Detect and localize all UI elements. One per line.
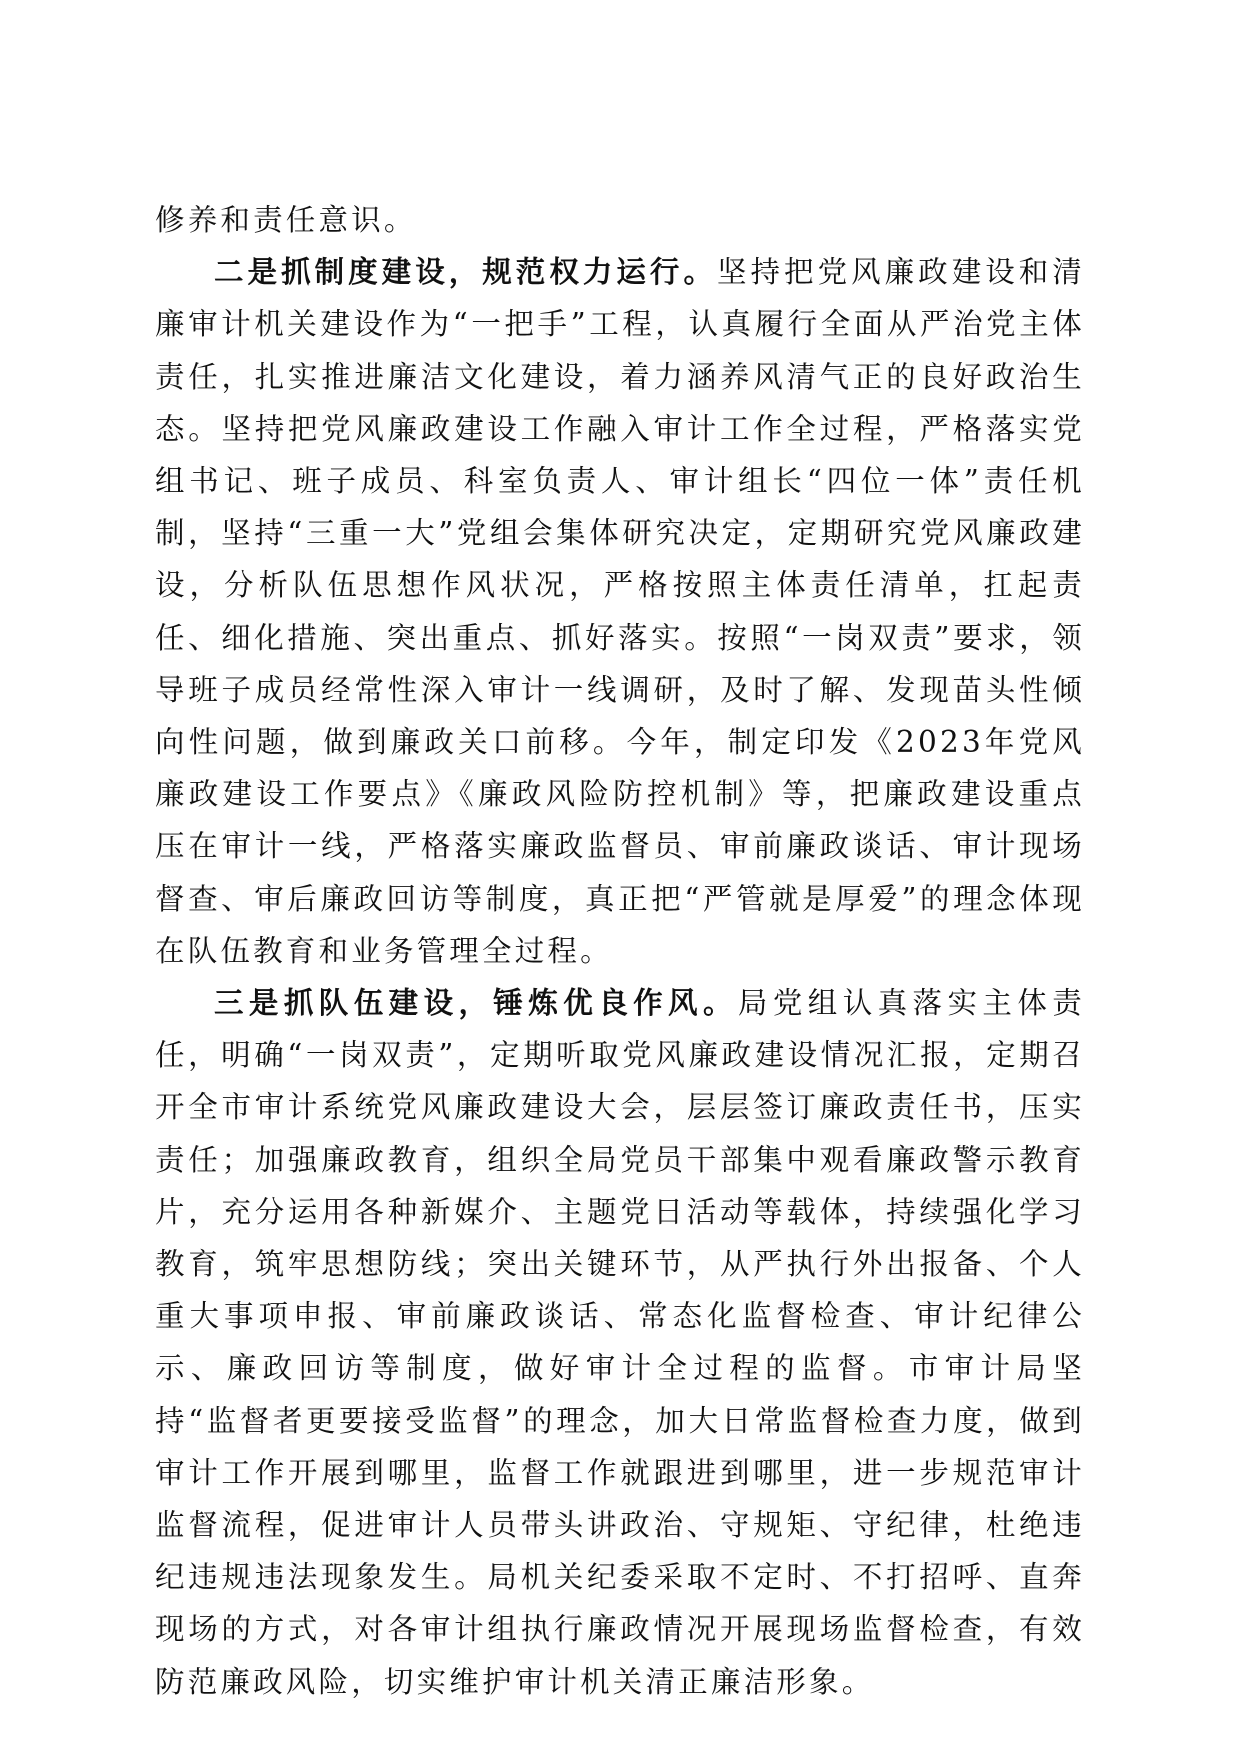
paragraph-team-building [155,977,1085,1708]
paragraph-institution-building [155,246,1085,977]
paragraph-text: 局党组认真落实主体责任，明确“一岗双责”，定期听取党风廉政建设情况汇报，定期召开全市审计系统党风廉政建设大会，层层签订廉政责任书，压实责任；加强廉政教育，组织全局党员干部集中观看廉政警示教育片，充分运用各种新媒介、主题党日活动等载体，持续强化学习教育，筑牢思想防线；突出关键环节，从严执行外出报备、个人重大事项申报、审前廉政谈话、常态化监督检查、审计纪律公示、廉政回访等制度，做好审计全过程的监督。市审计局坚持“监督者更要接受监督”的理念，加大日常监督检查力度，做到审计工作开展到哪里，监督工作就跟进到哪里，进一步规范审计监督流程，促进审计人员带头讲政治、守规矩、守纪律，杜绝违纪违规违法现象发生。局机关纪委采取不定时、不打招呼、直奔现场的方式，对各审计组执行廉政情况开展现场监督检查，有效防范廉政风险，切实维护审计机关清正廉洁形象。 [155,986,1085,1699]
document-body [155,194,1085,1708]
paragraph-heading: 三是抓队伍建设，锤炼优良作风。 [214,985,738,1021]
paragraph-text: 坚持把党风廉政建设和清廉审计机关建设作为“一把手”工程，认真履行全面从严治党主体责任，扎实推进廉洁文化建设，着力涵养风清气正的良好政治生态。坚持把党风廉政建设工作融入审计工作全过程，严格落实党组书记、班子成员、科室负责人、审计组长“四位一体”责任机制，坚持“三重一大”党组会集体研究决定，定期研究党风廉政建设，分析队伍思想作风状况，严格按照主体责任清单，扛起责任、细化措施、突出重点、抓好落实。按照“一岗双责”要求，领导班子成员经常性深入审计一线调研，及时了解、发现苗头性倾向性问题，做到廉政关口前移。今年，制定印发《2023年党风廉政建设工作要点》《廉政风险防控机制》等，把廉政建设重点压在审计一线，严格落实廉政监督员、审前廉政谈话、审计现场督查、审后廉政回访等制度，真正把“严管就是厚爱”的理念体现在队伍教育和业务管理全过程。 [155,255,1085,968]
paragraph-heading: 二是抓制度建设，规范权力运行。 [214,254,717,290]
continuation-text: 修养和责任意识。 [155,203,417,237]
